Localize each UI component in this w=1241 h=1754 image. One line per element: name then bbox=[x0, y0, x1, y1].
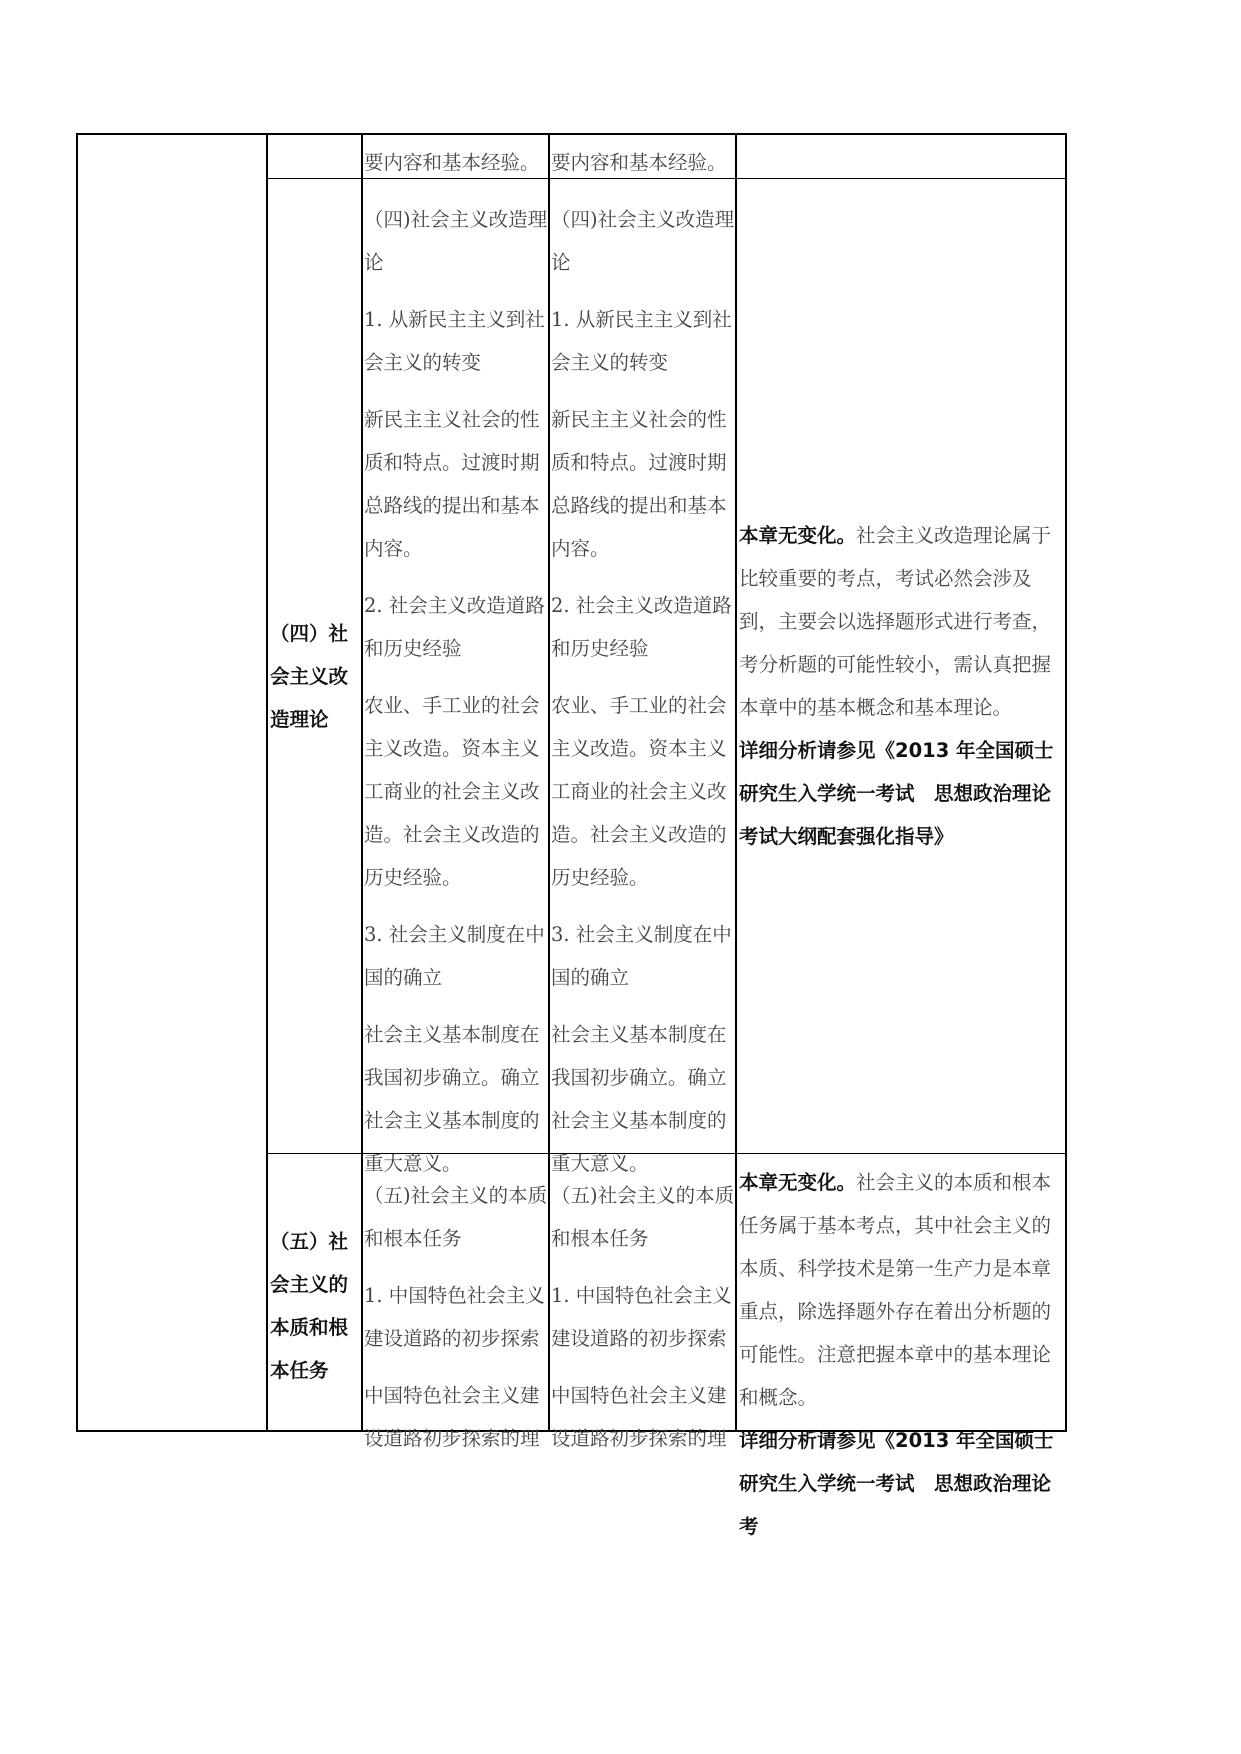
section5-col4-para: 1. 中国特色社会主义建设道路的初步探索 bbox=[551, 1284, 732, 1350]
section5-col3-para: 中国特色社会主义建设道路初步探索的理 bbox=[364, 1384, 540, 1450]
section5-note bbox=[739, 1161, 1064, 1419]
section4-col4-para: 3. 社会主义制度在中国的确立 bbox=[551, 923, 732, 989]
section4-col3-para: 社会主义基本制度在我国初步确立。确立社会主义基本制度的重大意义。 bbox=[364, 1023, 540, 1175]
top-row-col3 bbox=[364, 141, 548, 184]
section4-col4-para: 农业、手工业的社会主义改造。资本主义工商业的社会主义改造。社会主义改造的历史经验。 bbox=[551, 694, 727, 889]
section5-col3-para: （五)社会主义的本质和根本任务 bbox=[364, 1184, 548, 1250]
section5-col4-para: 中国特色社会主义建设道路初步探索的理 bbox=[551, 1384, 727, 1450]
section4-col3-para: 3. 社会主义制度在中国的确立 bbox=[364, 923, 545, 989]
section4-col4 bbox=[551, 198, 735, 1199]
table-left-border bbox=[76, 133, 78, 1432]
section4-col3-para: 2. 社会主义改造道路和历史经验 bbox=[364, 594, 545, 660]
section4-col4-para: 2. 社会主义改造道路和历史经验 bbox=[551, 594, 732, 660]
cell-text: 要内容和基本经验。 bbox=[551, 151, 727, 174]
section5-col3 bbox=[364, 1174, 548, 1474]
section5-col4 bbox=[551, 1174, 735, 1474]
section5-col4-para: （五)社会主义的本质和根本任务 bbox=[551, 1184, 735, 1250]
section4-col4-para: 新民主主义社会的性质和特点。过渡时期总路线的提出和基本内容。 bbox=[551, 408, 727, 560]
section4-reference: 详细分析请参见《2013 年全国硕士研究生入学统一考试 思想政治理论考试大纲配套强化指导》 bbox=[739, 739, 1054, 848]
no-change-label: 本章无变化。 bbox=[739, 524, 857, 547]
section5-note-cell bbox=[739, 1161, 1064, 1538]
section4-note-text: 社会主义改造理论属于比较重要的考点，考试必然会涉及到，主要会以选择题形式进行考查，考分析题的可能性较小，需认真把握本章中的基本概念和基本理论。 bbox=[739, 524, 1052, 719]
section4-col3 bbox=[364, 198, 548, 1199]
col-divider bbox=[548, 133, 550, 1432]
section4-col3-para: 农业、手工业的社会主义改造。资本主义工商业的社会主义改造。社会主义改造的历史经验。 bbox=[364, 694, 540, 889]
top-row-col4 bbox=[551, 141, 735, 184]
section4-col4-para: 社会主义基本制度在我国初步确立。确立社会主义基本制度的重大意义。 bbox=[551, 1023, 727, 1175]
section4-col3-para: 1. 从新民主主义到社会主义的转变 bbox=[364, 308, 545, 374]
col-divider bbox=[361, 133, 363, 1432]
col-divider bbox=[266, 133, 268, 1432]
section4-heading-cell bbox=[270, 612, 360, 741]
section4-heading: （四）社会主义改造理论 bbox=[270, 622, 349, 731]
section5-note-text: 社会主义的本质和根本任务属于基本考点，其中社会主义的本质、科学技术是第一生产力是本章重点，除选择题外存在着出分析题的可能性。注意把握本章中的基本理论和概念。 bbox=[739, 1171, 1052, 1409]
section4-note-cell bbox=[739, 514, 1064, 858]
col-divider bbox=[735, 133, 737, 1432]
cell-text: 要内容和基本经验。 bbox=[364, 151, 540, 174]
section4-col4-para: 1. 从新民主主义到社会主义的转变 bbox=[551, 308, 732, 374]
table-top-border bbox=[76, 133, 1067, 135]
section4-note bbox=[739, 514, 1064, 729]
table-right-border bbox=[1065, 133, 1067, 1432]
no-change-label: 本章无变化。 bbox=[739, 1171, 857, 1194]
section4-col3-para: 新民主主义社会的性质和特点。过渡时期总路线的提出和基本内容。 bbox=[364, 408, 540, 560]
section5-col3-para: 1. 中国特色社会主义建设道路的初步探索 bbox=[364, 1284, 545, 1350]
section5-heading: （五）社会主义的本质和根本任务 bbox=[270, 1230, 349, 1382]
section4-col4-para: （四)社会主义改造理论 bbox=[551, 208, 735, 274]
section5-reference: 详细分析请参见《2013 年全国硕士研究生入学统一考试 思想政治理论考 bbox=[739, 1429, 1054, 1538]
section4-col3-para: （四)社会主义改造理论 bbox=[364, 208, 548, 274]
section5-heading-cell bbox=[270, 1220, 360, 1392]
